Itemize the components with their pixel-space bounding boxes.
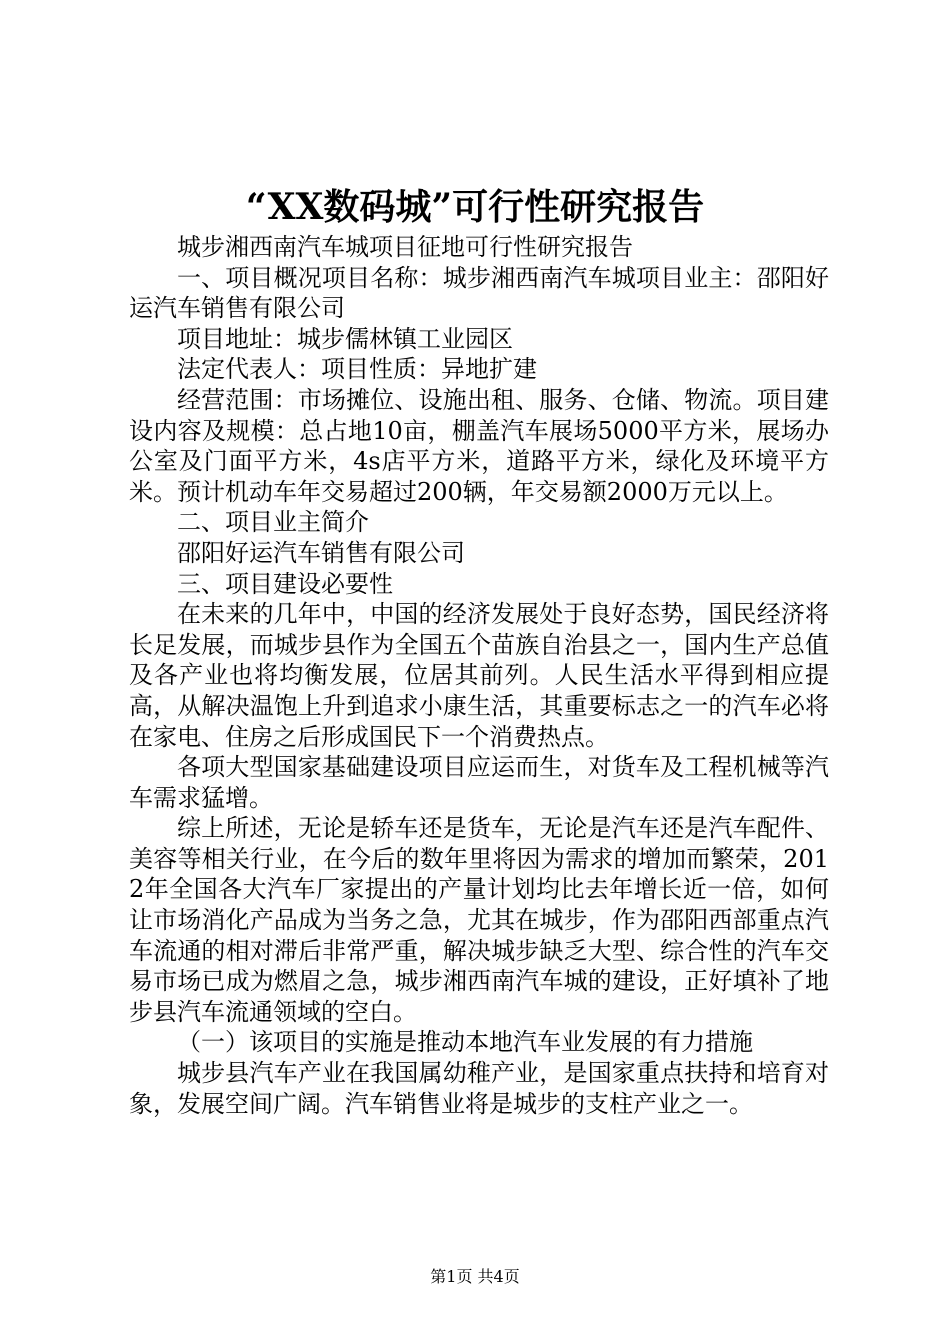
paragraph: （一）该项目的实施是推动本地汽车业发展的有力措施 xyxy=(177,1028,753,1057)
paragraph: 城步县汽车产业在我国属幼稚产业，是国家重点扶持和培育对象，发展空间广阔。汽车销售业将是城步的支柱产业之一。 xyxy=(129,1059,829,1118)
paragraph: 城步湘西南汽车城项目征地可行性研究报告 xyxy=(177,233,633,261)
paragraph: 经营范围：市场摊位、设施出租、服务、仓储、物流。项目建设内容及规模：总占地10亩，棚盖汽车展场5000平方米，展场办公室及门面平方米，4s店平方米，道路平方米，绿化及环境平方米。预计机动车年交易超过200辆，年交易额2000万元以上。 xyxy=(129,385,829,506)
paragraph: 综上所述，无论是轿车还是货车，无论是汽车还是汽车配件、美容等相关行业，在今后的数年里将因为需求的增加而繁荣，2012年全国各大汽车厂家提出的产量计划均比去年增长近一倍，如何让市场消化产品成为当务之急，尤其在城步，作为邵阳西部重点汽车流通的相对滞后非常严重，解决城步缺乏大型、综合性的汽车交易市场已成为燃眉之急，城步湘西南汽车城的建设，正好填补了地步县汽车流通领域的空白。 xyxy=(129,814,829,1026)
paragraph: 邵阳好运汽车销售有限公司 xyxy=(177,538,465,567)
document-title: “XX数码城”可行性研究报告 xyxy=(245,186,705,228)
paragraph: 一、项目概况项目名称：城步湘西南汽车城项目业主：邵阳好运汽车销售有限公司 xyxy=(129,263,829,323)
paragraph: 项目地址：城步儒林镇工业园区 xyxy=(177,324,513,353)
paragraph: 三、项目建设必要性 xyxy=(177,569,393,598)
paragraph: 各项大型国家基础建设项目应运而生，对货车及工程机械等汽车需求猛增。 xyxy=(129,753,829,812)
paragraph: 在未来的几年中，中国的经济发展处于良好态势，国民经济将长足发展，而城步县作为全国五个苗族自治县之一，国内生产总值及各产业也将均衡发展，位居其前列。人民生活水平得到相应提高，从解决温饱上升到追求小康生活，其重要标志之一的汽车必将在家电、住房之后形成国民下一个消费热点。 xyxy=(129,600,829,751)
paragraph: 二、项目业主简介 xyxy=(177,508,369,537)
page-number-footer: 第1页 共4页 xyxy=(430,1267,520,1286)
paragraph: 法定代表人：项目性质：异地扩建 xyxy=(177,355,537,384)
document-body xyxy=(129,232,829,1119)
